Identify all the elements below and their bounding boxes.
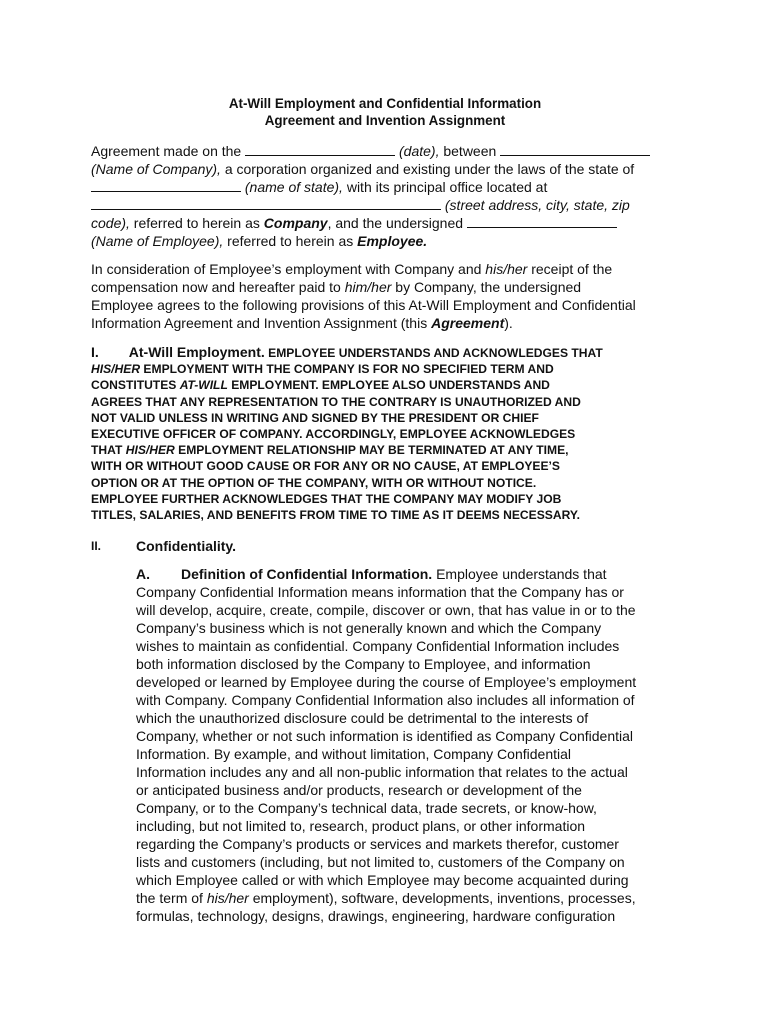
text-run: EMPLOYMENT WITH THE COMPANY IS FOR NO SPECIFIED TERM AND (140, 362, 554, 377)
text-run: HIS/HER (91, 362, 141, 377)
subsection-a-line: lists and customers (including, but not limited to, customers of the Company on (136, 854, 625, 870)
text-run: by Company, the undersigned (391, 279, 582, 295)
section-1-line: EMPLOYEE FURTHER ACKNOWLEDGES THAT THE COMPANY MAY MODIFY JOB (91, 491, 562, 506)
subsection-a-line: including, but not limited to, research, product plans, or other information (136, 818, 586, 834)
text-run: the term of (136, 890, 207, 906)
text-run: (name of state), (244, 179, 343, 195)
text-run: In consideration of Employee’s employment with Company and (91, 261, 486, 277)
text-run: Employee. (357, 233, 428, 249)
document-title-line-2: Agreement and Invention Assignment (264, 113, 506, 128)
preamble-line (91, 214, 691, 232)
section-number: I. (91, 344, 99, 360)
subsection-a-line: both information disclosed by the Company to Employee, and information (136, 656, 591, 672)
state-blank-field (91, 178, 241, 192)
subsection-a-line: developed or learned by Employee during the course of Employee’s employment (136, 674, 637, 690)
section-number: II. (91, 539, 102, 553)
text-run: ). (504, 315, 513, 331)
text-run: him/her (344, 279, 392, 295)
employee-blank-field (467, 214, 617, 228)
preamble-line (91, 178, 691, 196)
text-run: AT-WILL (179, 378, 228, 393)
text-run: (street address, city, state, zip (444, 197, 630, 213)
subsection-a-line: Company, whether or not such information is identified as Company Confidential (136, 728, 633, 744)
text-run: EMPLOYMENT RELATIONSHIP MAY BE TERMINATED AT ANY TIME, (174, 443, 569, 458)
subsection-a-line: Company Confidential Information means information that the Company has or (136, 584, 624, 600)
preamble-line (91, 196, 691, 214)
subsection-a-line: which the unauthorized disclosure could be detrimental to the interests of (136, 710, 589, 726)
consideration-line (91, 314, 691, 332)
section-1-line: OPTION OR AT THE OPTION OF THE COMPANY, WITH OR WITHOUT NOTICE. (91, 475, 537, 490)
date-blank-field (245, 142, 395, 156)
subsection-a-confidential-information (136, 565, 696, 925)
text-run: between (439, 143, 501, 159)
consideration-paragraph (91, 260, 691, 332)
section-1-line: NOT VALID UNLESS IN WRITING AND SIGNED BY THE PRESIDENT OR CHIEF (91, 410, 539, 425)
subsection-a-line: or anticipated business and/or products, research or development of the (136, 782, 582, 798)
text-run: (date), (399, 143, 440, 159)
subsection-label: A. (136, 566, 150, 582)
subsection-a-line (136, 565, 696, 583)
text-run: Agreement (431, 315, 505, 331)
text-run: EMPLOYEE UNDERSTANDS AND ACKNOWLEDGES THAT (268, 346, 603, 360)
text-run: EMPLOYMENT. EMPLOYEE ALSO UNDERSTANDS AND (227, 378, 550, 393)
text-run: Company (263, 215, 328, 231)
subsection-a-line: Company, or to the Company’s technical data, trade secrets, or know-how, (136, 800, 597, 816)
subsection-a-line: Company’s business which is not generally known and which the Company (136, 620, 602, 636)
text-run: compensation now and hereafter paid to (91, 279, 345, 295)
consideration-line (91, 278, 691, 296)
section-1-line: WITH OR WITHOUT GOOD CAUSE OR FOR ANY OR NO CAUSE, AT EMPLOYEE’S (91, 459, 560, 474)
preamble-line (91, 160, 691, 178)
text-run: THAT (91, 443, 126, 458)
text-run: CONSTITUTES (91, 378, 180, 393)
text-run: his/her (485, 261, 528, 277)
subsection-heading: Definition of Confidential Information. (181, 566, 433, 582)
preamble-paragraph (91, 142, 691, 250)
text-run: (Name of Employee), (91, 233, 224, 249)
text-run: HIS/HER (125, 443, 175, 458)
text-run: Employee understands that (432, 566, 607, 582)
section-1-line: TITLES, SALARIES, AND BENEFITS FROM TIME TO TIME AS IT DEEMS NECESSARY. (91, 508, 580, 523)
text-run: referred to herein as (223, 233, 358, 249)
subsection-a-line: regarding the Company’s products or services and markets therefor, customer (136, 836, 619, 852)
text-run: Agreement made on the (91, 143, 246, 159)
subsection-a-line: Information. By example, and without limitation, Company Confidential (136, 746, 571, 762)
subsection-a-line: which Employee called or with which Employee may become acquainted during (136, 872, 629, 888)
text-run: referred to herein as (129, 215, 264, 231)
section-1-line (91, 344, 691, 361)
subsection-a-line: wishes to maintain as confidential. Company Confidential Information includes (136, 638, 620, 654)
subsection-a-line (136, 889, 696, 907)
address-blank-field (91, 196, 441, 210)
section-1-at-will-employment (91, 344, 691, 523)
text-run: receipt of the (527, 261, 613, 277)
text-run: with its principal office located at (342, 179, 548, 195)
text-run: (Name of Company), (91, 161, 221, 177)
subsection-a-line: formulas, technology, designs, drawings, engineering, hardware configuration (136, 908, 616, 924)
subsection-a-line: with Company. Company Confidential Information also includes all information of (136, 692, 635, 708)
preamble-line (91, 142, 691, 160)
subsection-a-line: Information includes any and all non-public information that relates to the actual (136, 764, 628, 780)
section-1-line (91, 361, 691, 377)
text-run: code), (91, 215, 130, 231)
preamble-line (91, 232, 691, 250)
section-1-line: EXECUTIVE OFFICER OF COMPANY. ACCORDINGLY, EMPLOYEE ACKNOWLEDGES (91, 427, 576, 442)
section-1-line (91, 377, 691, 393)
section-heading: At-Will Employment. (128, 344, 265, 360)
company-blank-field (500, 142, 650, 156)
section-heading: Confidentiality. (136, 538, 237, 554)
text-run: , and the undersigned (327, 215, 467, 231)
text-run: Information Agreement and Invention Assignment (this (91, 315, 432, 331)
section-1-line: AGREES THAT ANY REPRESENTATION TO THE CONTRARY IS UNAUTHORIZED AND (91, 394, 581, 409)
section-1-line (91, 442, 691, 458)
document-title-line-1: At-Will Employment and Confidential Information (228, 96, 542, 111)
text-run: his/her (206, 890, 249, 906)
consideration-line: Employee agrees to the following provisions of this At-Will Employment and Confidential (91, 297, 636, 313)
consideration-line (91, 260, 691, 278)
subsection-a-line: will develop, acquire, create, compile, discover or own, that has value in or to the (136, 602, 636, 618)
text-run: employment), software, developments, inventions, processes, (248, 890, 636, 906)
text-run: a corporation organized and existing under the laws of the state of (220, 161, 635, 177)
